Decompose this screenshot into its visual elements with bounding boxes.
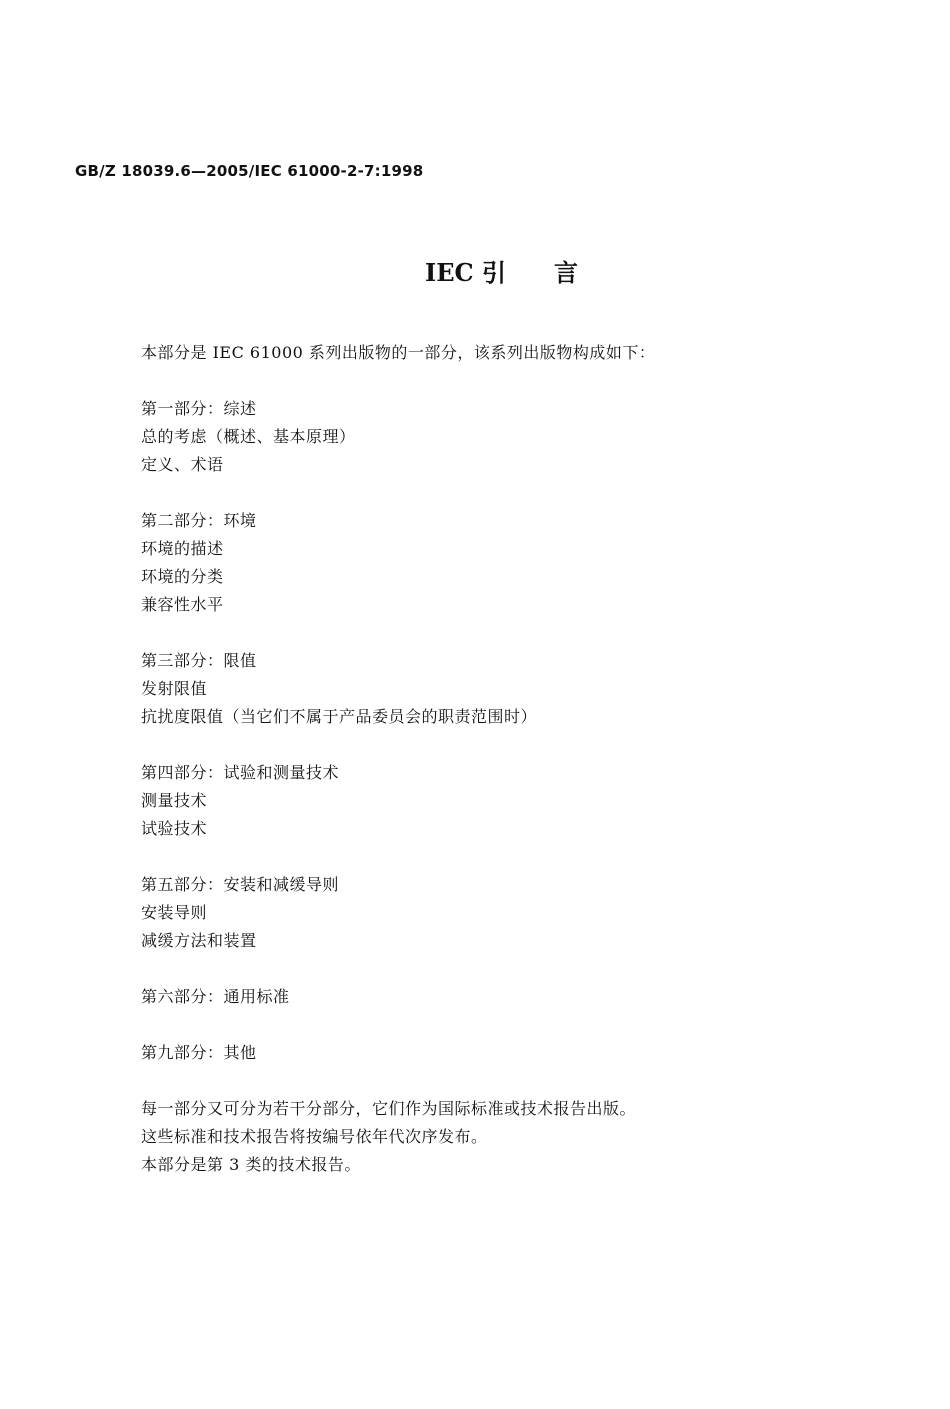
closing-line: 这些标准和技术报告将按编号依年代次序发布。 [141,1127,488,1146]
part-4-heading: 第四部分：试验和测量技术 [141,763,340,782]
part-1-heading: 第一部分：综述 [141,399,257,418]
part-1-item: 定义、术语 [141,455,224,474]
part-4-item: 测量技术 [141,791,208,810]
part-5-heading: 第五部分：安装和减缓导则 [141,875,340,894]
title-part-1: IEC 引 [425,258,506,287]
part-1-item: 总的考虑（概述、基本原理） [141,427,356,446]
part-3-heading: 第三部分：限值 [141,651,257,670]
standard-code-header: GB/Z 18039.6—2005/IEC 61000-2-7:1998 [75,162,424,180]
part-2-item: 环境的分类 [141,567,224,586]
part-4-item: 试验技术 [141,819,208,838]
intro-paragraph: 本部分是 IEC 61000 系列出版物的一部分，该系列出版物构成如下： [141,343,656,362]
part-5-item: 安装导则 [141,903,208,922]
part-2-item: 环境的描述 [141,539,224,558]
closing-line: 本部分是第 3 类的技术报告。 [141,1155,361,1174]
part-2-item: 兼容性水平 [141,595,224,614]
part-3-item: 抗扰度限值（当它们不属于产品委员会的职责范围时） [141,707,538,726]
part-5-item: 减缓方法和装置 [141,931,257,950]
part-6-heading: 第六部分：通用标准 [141,987,290,1006]
part-9-heading: 第九部分：其他 [141,1043,257,1062]
page-title [425,253,578,288]
part-3-item: 发射限值 [141,679,208,698]
closing-line: 每一部分又可分为若干分部分，它们作为国际标准或技术报告出版。 [141,1099,637,1118]
title-part-2: 言 [553,258,578,287]
part-2-heading: 第二部分：环境 [141,511,257,530]
